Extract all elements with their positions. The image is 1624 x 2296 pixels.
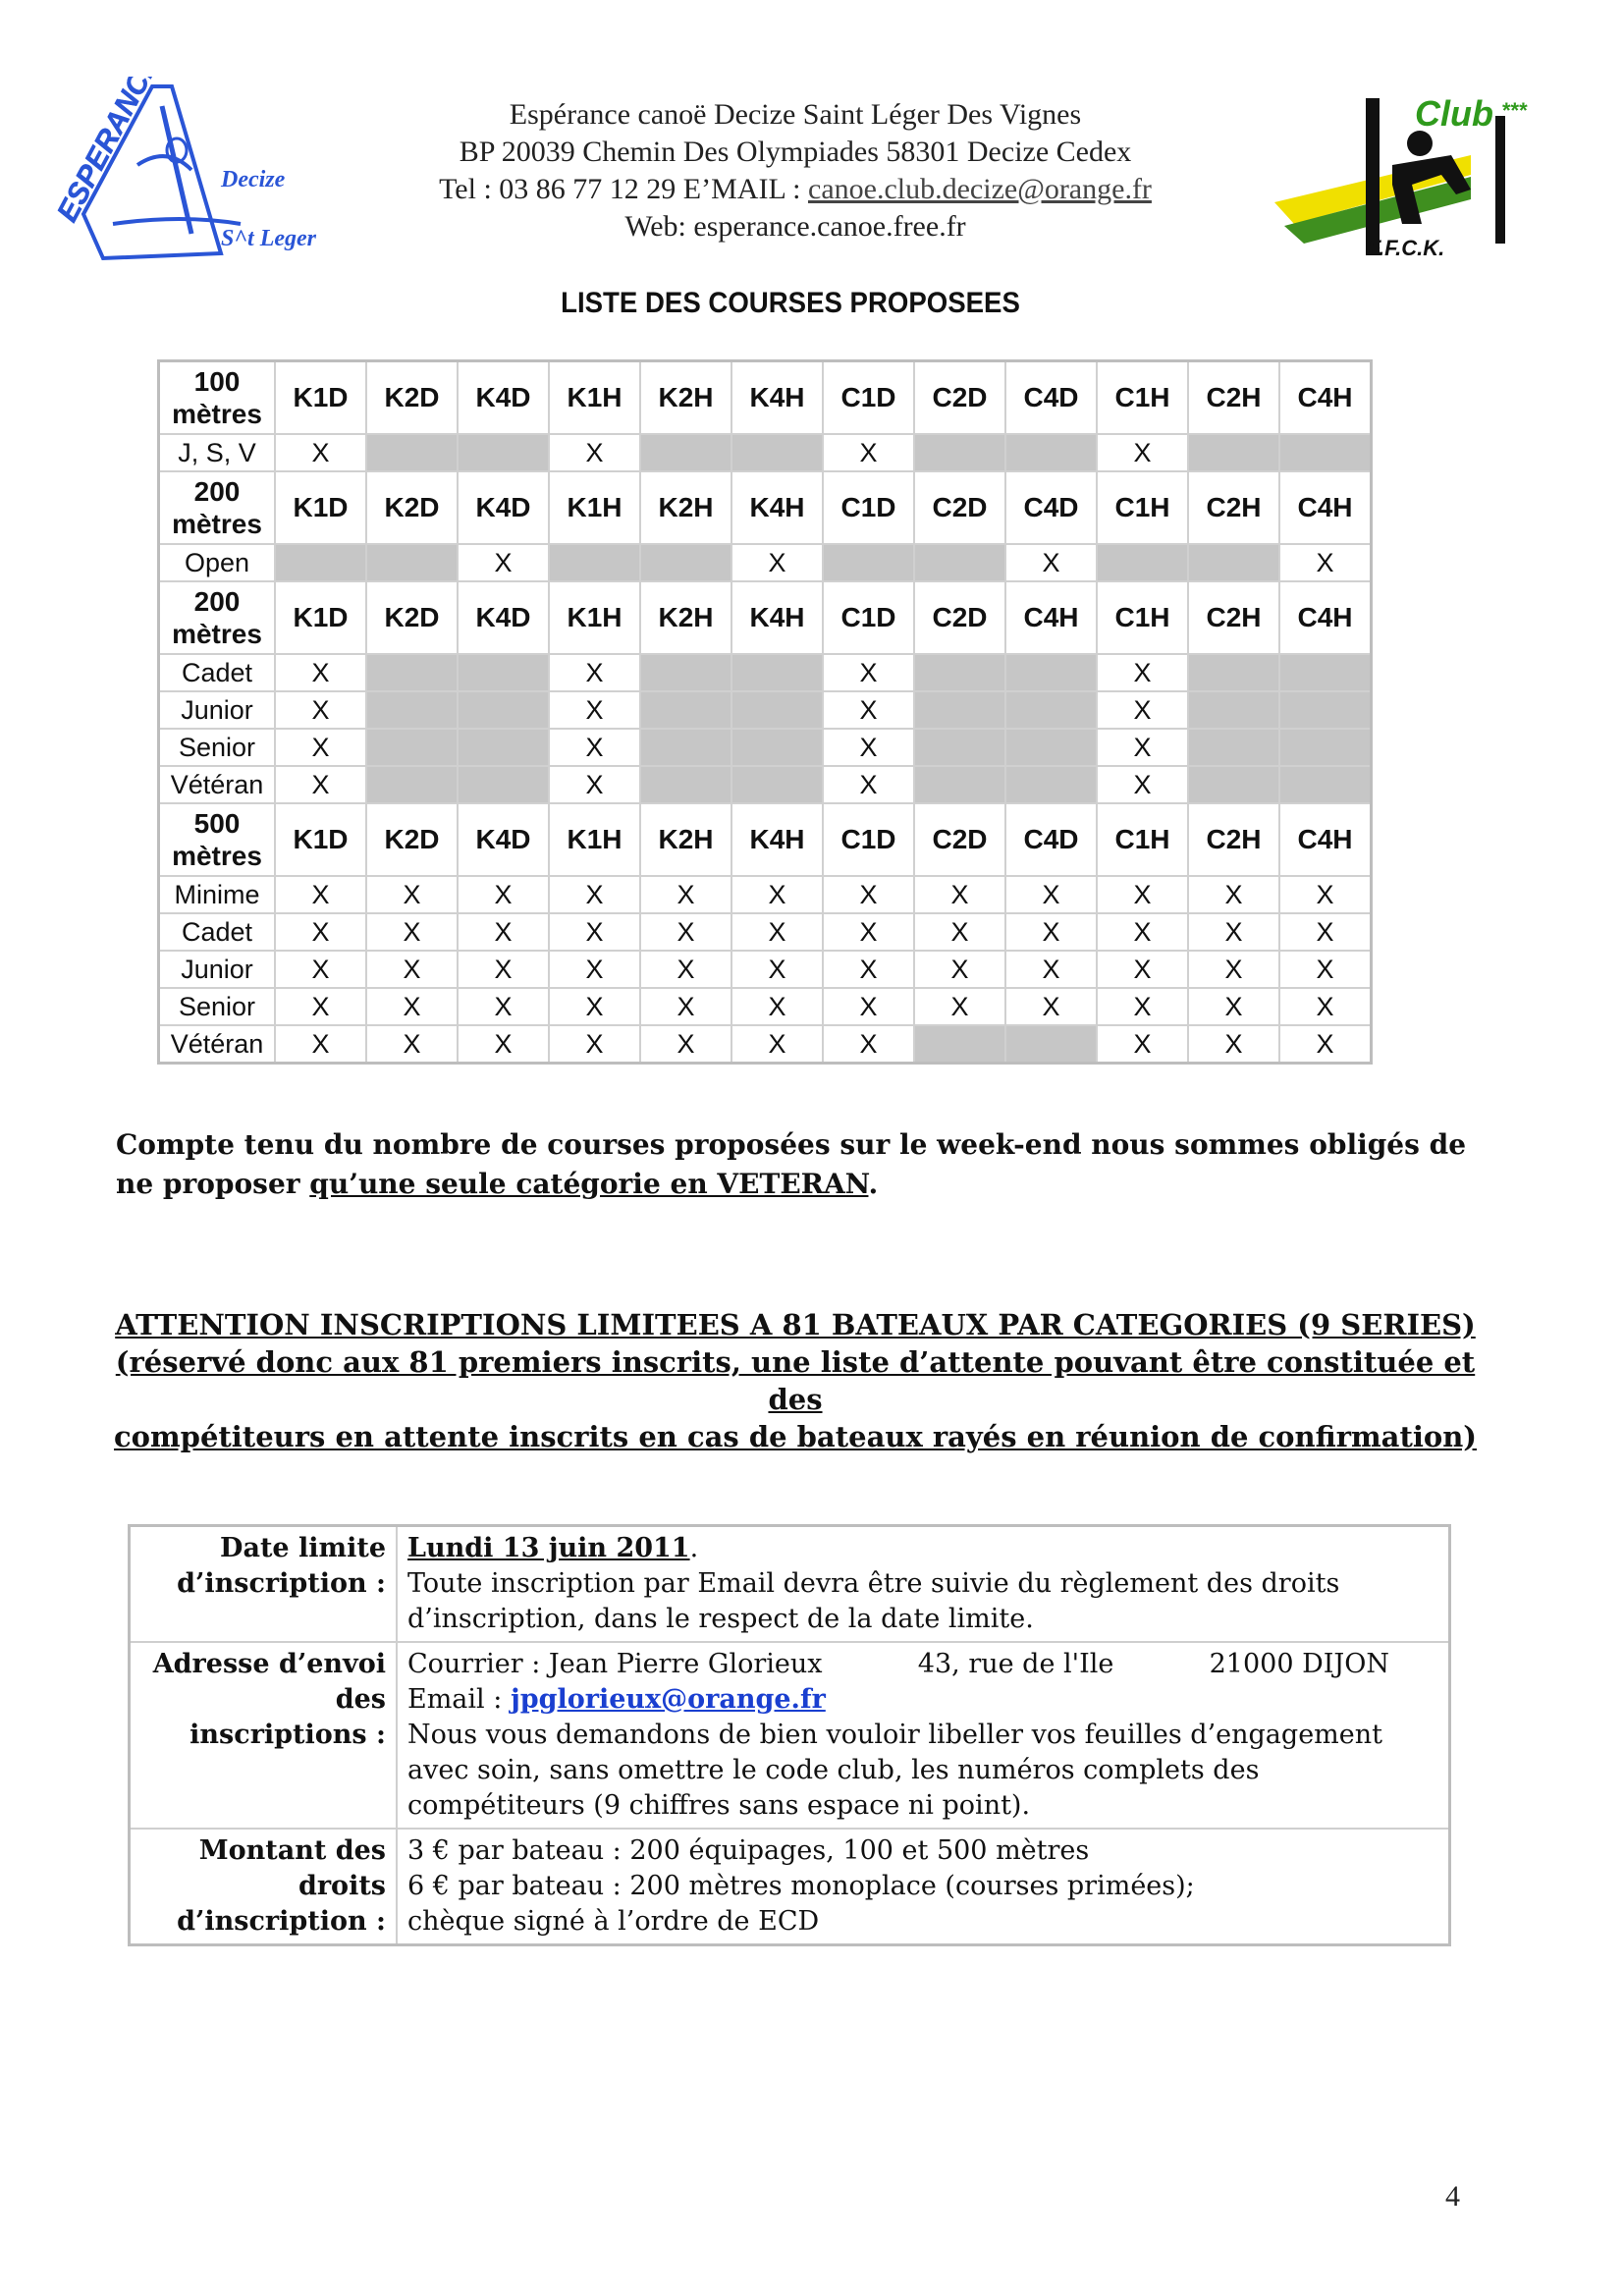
attention-line-3: compétiteurs en attente inscrits en cas de bateaux rayés en réunion de confirmation) [113,1420,1478,1453]
race-offered-cell: X [1097,988,1188,1025]
boat-class-header: C4D [1005,361,1097,435]
category-label: Open [159,544,276,581]
race-unavailable-cell [640,729,731,766]
boat-class-header: C2H [1188,361,1279,435]
race-offered-cell: X [275,729,366,766]
fee-line-2: 6 € par bateau : 200 mètres monoplace (courses primées); [407,1871,1195,1901]
boat-class-header: C1D [823,581,914,654]
race-unavailable-cell [366,766,458,803]
race-offered-cell: X [1188,876,1279,913]
race-offered-cell: X [823,766,914,803]
category-label: Cadet [159,913,276,951]
race-offered-cell: X [458,876,549,913]
race-unavailable-cell [640,544,731,581]
club-contact [334,171,1257,208]
race-unavailable-cell [1279,434,1372,471]
race-unavailable-cell [458,654,549,691]
boat-class-header: C4D [1005,803,1097,876]
boat-class-header: K1H [549,471,640,544]
race-offered-cell: X [1279,544,1372,581]
race-offered-cell: X [1097,691,1188,729]
boat-class-header: C1H [1097,581,1188,654]
boat-class-header: K4D [458,361,549,435]
race-offered-cell: X [1097,766,1188,803]
note-end: . [868,1168,879,1200]
boat-class-header: K4D [458,581,549,654]
logo-text-ffck: F.F.C.K. [1368,236,1445,260]
race-offered-cell: X [731,876,823,913]
fees-row [130,1829,1450,1945]
ffck-club-logo [1274,96,1569,263]
note-text: Compte tenu du nombre de courses proposées sur le week-end nous sommes obligés de ne proposer [116,1128,1467,1200]
race-unavailable-cell [640,766,731,803]
category-row [159,988,1372,1025]
boat-class-header: K1D [275,581,366,654]
race-offered-cell: X [366,951,458,988]
race-unavailable-cell [549,544,640,581]
race-offered-cell: X [823,1025,914,1064]
logo-text-club: Club [1415,96,1493,134]
race-unavailable-cell [458,766,549,803]
boat-class-header: K2H [640,803,731,876]
race-unavailable-cell [914,729,1005,766]
distance-label: 100 mètres [159,361,276,435]
race-offered-cell: X [1188,951,1279,988]
race-offered-cell: X [549,729,640,766]
attention-line-2: (réservé donc aux 81 premiers inscrits, une liste d’attente pouvant être constituée et des [115,1345,1476,1416]
race-unavailable-cell [1188,691,1279,729]
distance-header-row [159,803,1372,876]
fees-label-line2: droits [298,1871,386,1901]
distance-label: 200 mètres [159,471,276,544]
race-offered-cell: X [549,766,640,803]
race-unavailable-cell [914,654,1005,691]
race-unavailable-cell [1279,729,1372,766]
category-row [159,654,1372,691]
registration-email-link[interactable]: jpglorieux@orange.fr [510,1684,826,1715]
logo-text-decize: Decize [221,167,286,192]
category-label: Senior [159,988,276,1025]
race-offered-cell: X [1279,951,1372,988]
category-label: Junior [159,951,276,988]
address-label [130,1642,398,1829]
race-unavailable-cell [1005,691,1097,729]
boat-class-header: C4H [1279,361,1372,435]
esperance-logo [44,77,339,273]
race-unavailable-cell [1005,729,1097,766]
page-number: 4 [1445,2180,1460,2213]
race-unavailable-cell [366,691,458,729]
race-offered-cell: X [1279,988,1372,1025]
fee-line-1: 3 € par bateau : 200 équipages, 100 et 500 mètres [407,1835,1090,1866]
race-offered-cell: X [1188,988,1279,1025]
category-label: Vétéran [159,1025,276,1064]
veteran-note [116,1125,1490,1204]
race-offered-cell: X [549,876,640,913]
courrier-city: 21000 DIJON [1209,1649,1389,1679]
deadline-value [397,1526,1450,1643]
boat-class-header: K1H [549,581,640,654]
club-address: BP 20039 Chemin Des Olympiades 58301 Decize Cedex [459,136,1132,168]
fees-label-line3: d’inscription : [177,1906,386,1937]
race-offered-cell: X [366,913,458,951]
race-unavailable-cell [1005,766,1097,803]
race-unavailable-cell [366,654,458,691]
address-row [130,1642,1450,1829]
race-unavailable-cell [731,691,823,729]
race-offered-cell: X [1097,1025,1188,1064]
distance-label: 500 mètres [159,803,276,876]
race-offered-cell: X [823,913,914,951]
race-offered-cell: X [549,691,640,729]
page-title: LISTE DES COURSES PROPOSEES [561,287,1020,319]
boat-class-header: C1D [823,471,914,544]
race-unavailable-cell [1188,544,1279,581]
race-unavailable-cell [914,691,1005,729]
race-unavailable-cell [731,766,823,803]
race-offered-cell: X [275,951,366,988]
race-offered-cell: X [640,1025,731,1064]
race-offered-cell: X [275,434,366,471]
race-unavailable-cell [914,1025,1005,1064]
race-offered-cell: X [1097,876,1188,913]
boat-class-header: K4H [731,803,823,876]
logo-text-esperance: ESPERANCE [51,77,166,228]
race-offered-cell: X [1005,876,1097,913]
race-unavailable-cell [1279,691,1372,729]
deadline-label-line2: d’inscription : [177,1568,386,1599]
race-offered-cell: X [1188,1025,1279,1064]
race-unavailable-cell [458,691,549,729]
race-offered-cell: X [1097,729,1188,766]
race-offered-cell: X [1097,951,1188,988]
race-offered-cell: X [823,729,914,766]
race-unavailable-cell [731,434,823,471]
deadline-dot: . [689,1533,699,1563]
race-offered-cell: X [275,766,366,803]
note-underlined: qu’une seule catégorie en VETERAN [309,1168,869,1200]
race-offered-cell: X [1097,654,1188,691]
postal-address [407,1647,1389,1682]
race-offered-cell: X [366,988,458,1025]
race-offered-cell: X [366,1025,458,1064]
boat-class-header: C1D [823,361,914,435]
club-name: Espérance canoë Decize Saint Léger Des Vignes [509,98,1082,131]
boat-class-header: C4D [1005,471,1097,544]
race-unavailable-cell [1188,729,1279,766]
address-label-line2: des [335,1684,386,1715]
category-label: Senior [159,729,276,766]
logo-text-st-leger: S^t Leger [221,226,316,251]
race-offered-cell: X [458,913,549,951]
boat-class-header: C2D [914,803,1005,876]
category-label: Cadet [159,654,276,691]
boat-class-header: K1H [549,361,640,435]
race-offered-cell: X [914,988,1005,1025]
category-row [159,729,1372,766]
race-offered-cell: X [275,988,366,1025]
race-offered-cell: X [1279,876,1372,913]
distance-header-row [159,361,1372,435]
race-offered-cell: X [823,691,914,729]
boat-class-header: K2D [366,361,458,435]
race-unavailable-cell [1188,654,1279,691]
race-unavailable-cell [1279,766,1372,803]
boat-class-header: K4H [731,581,823,654]
race-unavailable-cell [1005,434,1097,471]
boat-class-header: K1D [275,361,366,435]
fees-label [130,1829,398,1945]
race-unavailable-cell [275,544,366,581]
address-value [397,1642,1450,1829]
registration-limit-notice [108,1306,1483,1455]
race-unavailable-cell [914,544,1005,581]
boat-class-header: C2H [1188,581,1279,654]
registration-info-table [128,1524,1451,1946]
address-label-line1: Adresse d’envoi [152,1649,386,1679]
race-offered-cell: X [458,1025,549,1064]
race-offered-cell: X [275,1025,366,1064]
race-offered-cell: X [458,951,549,988]
boat-class-header: C2H [1188,803,1279,876]
deadline-date: Lundi 13 juin 2011 [407,1533,690,1563]
boat-class-header: K2D [366,471,458,544]
race-offered-cell: X [549,1025,640,1064]
race-offered-cell: X [823,988,914,1025]
race-unavailable-cell [914,766,1005,803]
race-offered-cell: X [1005,913,1097,951]
race-offered-cell: X [731,988,823,1025]
boat-class-header: K2D [366,803,458,876]
course-table [157,359,1373,1065]
race-unavailable-cell [366,729,458,766]
race-unavailable-cell [458,434,549,471]
email-prefix: Email : [407,1684,511,1715]
race-unavailable-cell [1279,654,1372,691]
race-offered-cell: X [275,691,366,729]
boat-class-header: C2D [914,471,1005,544]
boat-class-header: K1H [549,803,640,876]
boat-class-header: C1H [1097,361,1188,435]
fees-value [397,1829,1450,1945]
race-offered-cell: X [1097,913,1188,951]
race-offered-cell: X [823,951,914,988]
boat-class-header: C2D [914,581,1005,654]
race-offered-cell: X [914,951,1005,988]
boat-class-header: C4H [1279,471,1372,544]
category-label: Minime [159,876,276,913]
boat-class-header: C1D [823,803,914,876]
race-unavailable-cell [366,544,458,581]
race-offered-cell: X [458,988,549,1025]
race-unavailable-cell [731,654,823,691]
race-offered-cell: X [640,913,731,951]
deadline-label-line1: Date limite [220,1533,386,1563]
fees-label-line1: Montant des [198,1835,386,1866]
category-row [159,434,1372,471]
boat-class-header: C4H [1005,581,1097,654]
race-unavailable-cell [366,434,458,471]
race-offered-cell: X [275,913,366,951]
race-offered-cell: X [1005,544,1097,581]
race-offered-cell: X [549,654,640,691]
race-offered-cell: X [549,434,640,471]
category-label: Vétéran [159,766,276,803]
boat-class-header: K4D [458,471,549,544]
distance-header-row [159,471,1372,544]
race-offered-cell: X [458,544,549,581]
logo-stars: *** [1502,98,1528,123]
race-offered-cell: X [640,988,731,1025]
boat-class-header: K4H [731,361,823,435]
race-offered-cell: X [549,913,640,951]
race-offered-cell: X [1097,434,1188,471]
race-unavailable-cell [914,434,1005,471]
race-offered-cell: X [275,654,366,691]
race-offered-cell: X [1005,988,1097,1025]
boat-class-header: K1D [275,471,366,544]
race-offered-cell: X [1279,1025,1372,1064]
category-row [159,913,1372,951]
deadline-row [130,1526,1450,1643]
category-row [159,1025,1372,1064]
club-email-link[interactable]: canoe.club.decize@orange.fr [808,173,1152,205]
race-offered-cell: X [1005,951,1097,988]
race-unavailable-cell [731,729,823,766]
boat-class-header: C2H [1188,471,1279,544]
race-unavailable-cell [823,544,914,581]
race-unavailable-cell [458,729,549,766]
race-offered-cell: X [731,544,823,581]
fee-line-3: chèque signé à l’ordre de ECD [407,1906,820,1937]
boat-class-header: K1D [275,803,366,876]
boat-class-header: C2D [914,361,1005,435]
race-offered-cell: X [366,876,458,913]
boat-class-header: C1H [1097,803,1188,876]
race-unavailable-cell [640,691,731,729]
category-label: Junior [159,691,276,729]
email-line [407,1682,1438,1718]
boat-class-header: K2H [640,581,731,654]
category-row [159,691,1372,729]
boat-class-header: C1H [1097,471,1188,544]
race-unavailable-cell [1097,544,1188,581]
distance-header-row [159,581,1372,654]
race-unavailable-cell [1188,434,1279,471]
race-offered-cell: X [914,876,1005,913]
distance-label: 200 mètres [159,581,276,654]
club-header [334,96,1257,246]
boat-class-header: C4H [1279,803,1372,876]
race-offered-cell: X [823,434,914,471]
race-offered-cell: X [549,951,640,988]
race-offered-cell: X [823,876,914,913]
race-offered-cell: X [914,913,1005,951]
club-website: Web: esperance.canoe.free.fr [624,210,966,243]
category-row [159,876,1372,913]
address-label-line3: inscriptions : [189,1720,386,1750]
race-offered-cell: X [640,876,731,913]
boat-class-header: K2H [640,361,731,435]
race-offered-cell: X [1188,913,1279,951]
category-row [159,951,1372,988]
race-unavailable-cell [640,654,731,691]
category-row [159,766,1372,803]
race-unavailable-cell [1005,654,1097,691]
boat-class-header: K2D [366,581,458,654]
courrier-name: Courrier : Jean Pierre Glorieux [407,1649,823,1679]
race-offered-cell: X [731,1025,823,1064]
race-unavailable-cell [1188,766,1279,803]
category-label: J, S, V [159,434,276,471]
deadline-text: Toute inscription par Email devra être suivie du règlement des droits d’inscription, dans le respect de la date limite. [407,1568,1340,1634]
attention-line-1: ATTENTION INSCRIPTIONS LIMITEES A 81 BATEAUX PAR CATEGORIES (9 SERIES) [115,1308,1476,1341]
boat-class-header: K2H [640,471,731,544]
club-phone: Tel : 03 86 77 12 29 E’MAIL : [439,173,808,205]
category-row [159,544,1372,581]
address-instructions: Nous vous demandons de bien vouloir libeller vos feuilles d’engagement avec soin, sans omettre le code club, les numéros complets des compétiteurs (9 chiffres sans espace ni point). [407,1720,1382,1821]
boat-class-header: C4H [1279,581,1372,654]
boat-class-header: K4D [458,803,549,876]
boat-class-header: K4H [731,471,823,544]
race-offered-cell: X [731,951,823,988]
deadline-label [130,1526,398,1643]
race-offered-cell: X [549,988,640,1025]
race-offered-cell: X [823,654,914,691]
race-unavailable-cell [640,434,731,471]
race-unavailable-cell [1005,1025,1097,1064]
race-offered-cell: X [640,951,731,988]
courrier-street: 43, rue de l'Ile [917,1649,1114,1679]
race-offered-cell: X [275,876,366,913]
race-offered-cell: X [731,913,823,951]
race-offered-cell: X [1279,913,1372,951]
